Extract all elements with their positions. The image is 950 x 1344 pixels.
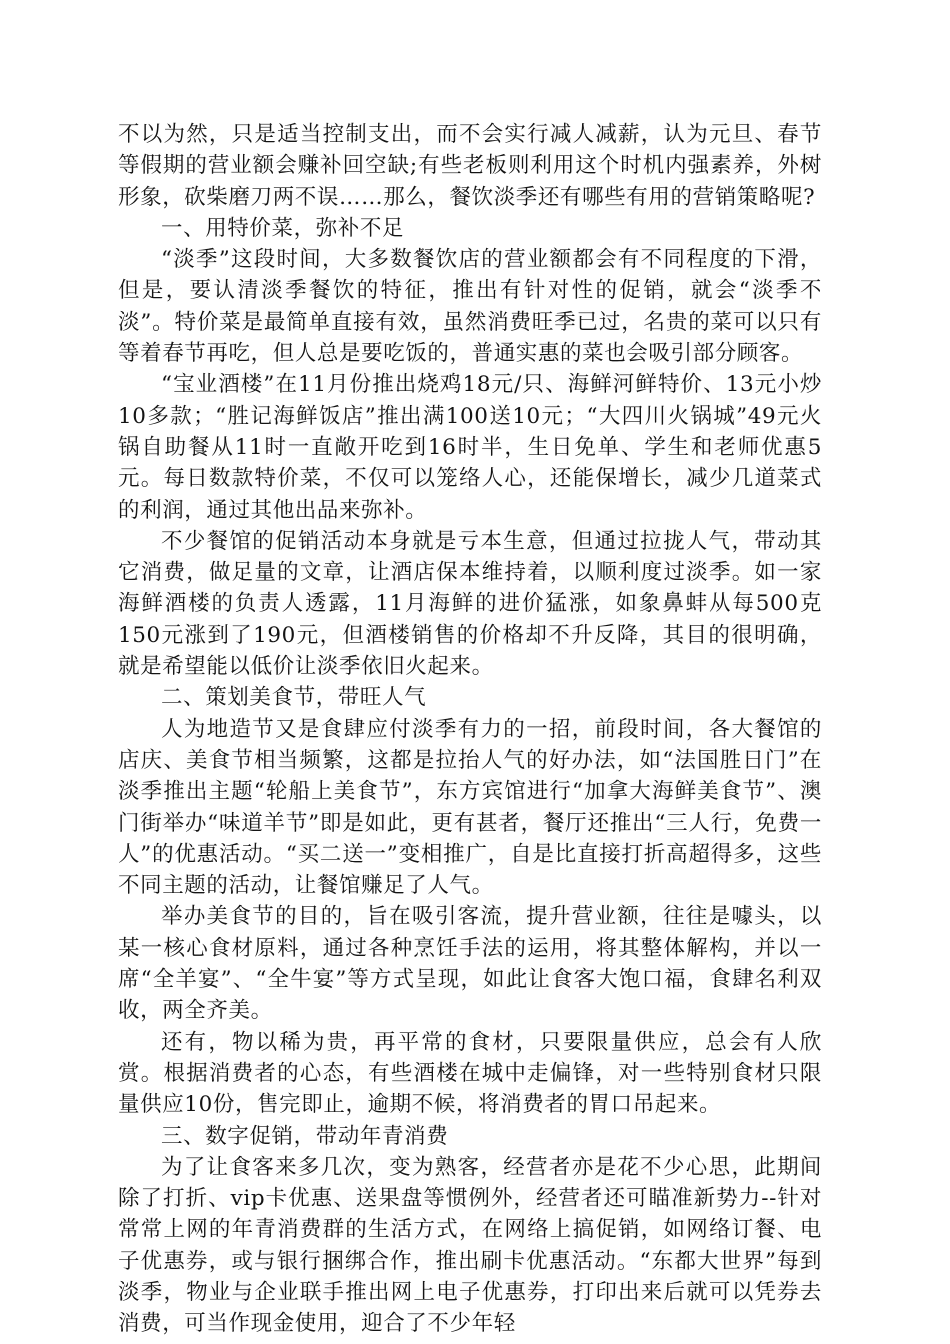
paragraph: “淡季”这段时间，大多数餐饮店的营业额都会有不同程度的下滑，但是，要认清淡季餐饮的特征，推出有针对性的促销，就会“淡季不淡”。特价菜是最简单直接有效，虽然消费旺季已过，名贵的菜可以只有等着春节再吃，但人总是要吃饭的，普通实惠的菜也会吸引部分顾客。 [118, 247, 822, 367]
paragraph: 为了让食客来多几次，变为熟客，经营者亦是花不少心思，此期间除了打折、vip卡优惠、送果盘等惯例外，经营者还可瞄准新势力--针对常常上网的年青消费群的生活方式，在网络上搞促销，如网络订餐、电子优惠券，或与银行捆绑合作，推出刷卡优惠活动。“东都大世界”每到淡季，物业与企业联手推出网上电子优惠券，打印出来后就可以凭券去消费，可当作现金使用，迎合了不少年轻 [118, 1154, 822, 1337]
section-heading-digital-promotion: 三、数字促销，带动年青消费 [161, 1123, 449, 1149]
paragraph: 人为地造节又是食肆应付淡季有力的一招，前段时间，各大餐馆的店庆、美食节相当频繁，这都是拉抬人气的好办法，如“法国胜日门”在淡季推出主题“轮船上美食节”，东方宾馆进行“加拿大海鲜美食节”、澳门街举办“味道羊节”即是如此，更有甚者，餐厅还推出“三人行，免费一人”的优惠活动。“买二送一”变相推广，自是比直接打折高超得多，这些不同主题的活动，让餐馆赚足了人气。 [118, 716, 822, 899]
paragraph: “宝业酒楼”在11月份推出烧鸡18元/只、海鲜河鲜特价、13元小炒10多款；“胜记海鲜饭店”推出满100送10元；“大四川火锅城”49元火锅自助餐从11时一直敞开吃到16时半，生日免单、学生和老师优惠5元。每日数款特价菜，不仅可以笼络人心，还能保增长，减少几道菜式的利润，通过其他出品来弥补。 [118, 372, 822, 523]
paragraph: 举办美食节的目的，旨在吸引客流，提升营业额，往往是噱头，以某一核心食材原料，通过各种烹饪手法的运用，将其整体解构，并以一席“全羊宴”、“全牛宴”等方式呈现，如此让食客大饱口福，食肆名利双收，两全齐美。 [118, 904, 822, 1024]
paragraph-intro-continuation: 不以为然，只是适当控制支出，而不会实行减人减薪，认为元旦、春节等假期的营业额会赚补回空缺;有些老板则利用这个时机内强素养，外树形象，砍柴磨刀两不误……那么，餐饮淡季还有哪些有用的营销策略呢? [118, 122, 822, 210]
paragraph: 还有，物以稀为贵，再平常的食材，只要限量供应，总会有人欣赏。根据消费者的心态，有些酒楼在城中走偏锋，对一些特别食材只限量供应10份，售完即止，逾期不候，将消费者的胃口吊起来。 [118, 1029, 822, 1118]
document-body [118, 119, 822, 1340]
section-heading-food-festival: 二、策划美食节，带旺人气 [161, 685, 427, 711]
paragraph: 不少餐馆的促销活动本身就是亏本生意，但通过拉拢人气，带动其它消费，做足量的文章，让酒店保本维持着，以顺利度过淡季。如一家海鲜酒楼的负责人透露，11月海鲜的进价猛涨，如象鼻蚌从每500克150元涨到了190元，但酒楼销售的价格却不升反降，其目的很明确，就是希望能以低价让淡季依旧火起来。 [118, 528, 822, 680]
section-heading-special-dishes: 一、用特价菜，弥补不足 [161, 215, 405, 241]
